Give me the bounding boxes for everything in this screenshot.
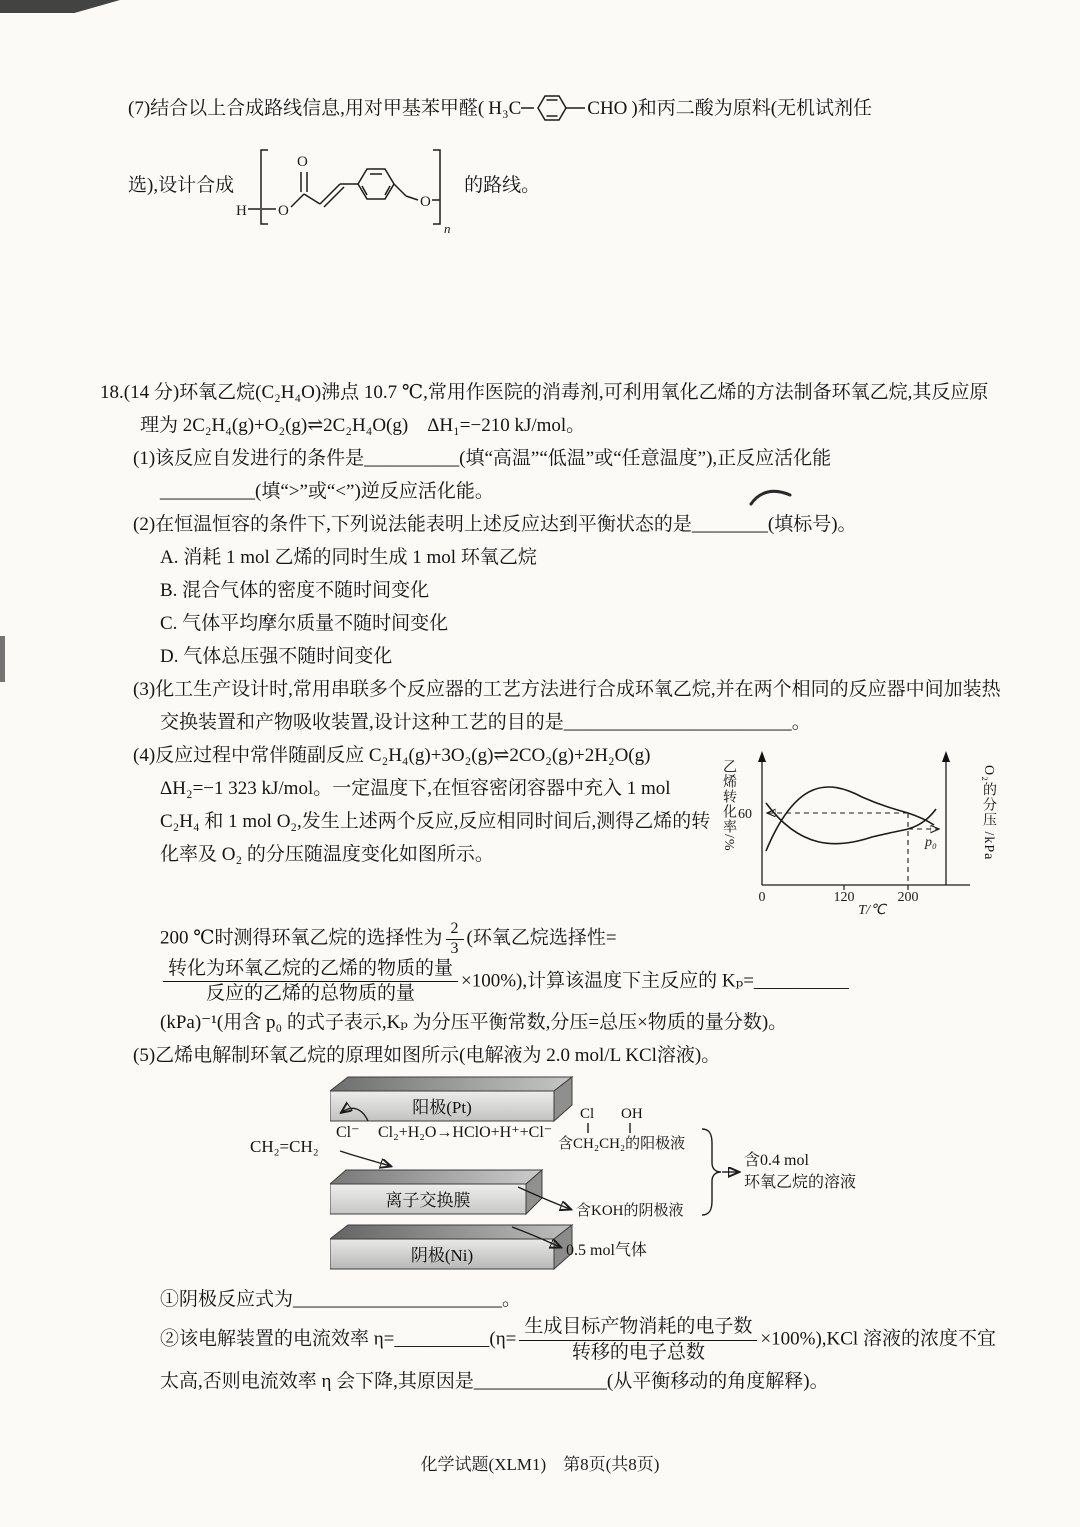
- polymer-h-left: H: [236, 203, 247, 219]
- catholyte-label: 含KOH的阴极液: [576, 1203, 684, 1220]
- polymer-o-right: O: [420, 194, 431, 210]
- gas-amount-label: 0.5 mol气体: [566, 1242, 647, 1260]
- q18-4-kp-unit-line: (kPa)⁻¹(用含 p₀ 的式子表示,Kₚ 为分压平衡常数,分压=总压×物质的量分数)。: [160, 1012, 788, 1034]
- q7-text-a: (7)结合以上合成路线信息,用对甲基苯甲醛(: [128, 97, 485, 119]
- chart-xtick-200: 200: [897, 890, 919, 905]
- q18-5-item1: ①阴极反应式为______________________。: [160, 1289, 522, 1311]
- q18-5-item2: [100, 1316, 1005, 1398]
- conversion-pressure-chart: [712, 743, 1005, 921]
- page-content: [100, 88, 1005, 1398]
- q18-2-option-d: D. 气体总压强不随时间变化: [160, 646, 393, 667]
- q18-4-sel-text-b: (环氧乙烷选择性=: [466, 927, 617, 949]
- product-name-label: 环氧乙烷的溶液: [744, 1174, 857, 1192]
- chart-p0-label: p₀: [925, 835, 937, 850]
- membrane-label: 离子交换膜: [385, 1191, 471, 1211]
- q18-2-option-a: A. 消耗 1 mol 乙烯的同时生成 1 mol 环氧乙烷: [160, 547, 537, 568]
- q7-text-d: 的路线。: [464, 174, 541, 196]
- q18-2-option-b: B. 混合气体的密度不随时间变化: [160, 580, 430, 601]
- question-7: [128, 88, 1005, 236]
- q18-2-option-c: C. 气体平均摩尔质量不随时间变化: [160, 613, 449, 634]
- product-amount-label: 含0.4 mol: [744, 1152, 809, 1170]
- oh-substituent-label: OH: [621, 1106, 643, 1123]
- question-18-intro: [100, 376, 1005, 442]
- fraction-numerator: 生成目标产物消耗的电子数: [519, 1316, 757, 1341]
- q7-text-b: )和丙二酸为原料(无机试剂任: [631, 97, 873, 119]
- chart-xtick-0: 0: [758, 890, 766, 905]
- scan-edge-artifact: [0, 636, 5, 682]
- polymer-o-ester: O: [278, 203, 289, 219]
- q18-5-item2-text-b: ×100%),KCl 溶液的浓度不宜太高,否则电流效率 η 会下降,其原因是______________(从平衡移动的角度解释)。: [160, 1328, 996, 1392]
- cathode-label: 阴极(Ni): [410, 1246, 474, 1266]
- q18-4-selectivity-line: [100, 921, 1005, 958]
- chart-y-left-label: 乙烯转化率/%: [721, 759, 736, 852]
- fraction-denominator: 反应的乙烯的总物质的量: [206, 983, 416, 1005]
- anode-label: 阳极(Pt): [412, 1098, 472, 1118]
- q18-number: 18.: [100, 382, 124, 403]
- polymer-n-subscript: n: [444, 221, 451, 236]
- aldehyde-methyl-label: H₃C: [488, 97, 522, 119]
- chart-xtick-120: 120: [833, 890, 855, 905]
- fraction-denominator: 3: [450, 939, 459, 957]
- benzene-ring-figure: [521, 88, 587, 128]
- fraction-numerator: 转化为环氧乙烷的乙烯的物质的量: [163, 958, 458, 983]
- q18-4-stem: (4)反应过程中常伴随副反应 C₂H₄(g)+3O₂(g)⇌2CO₂(g)+2H₂O(g) ΔH₂=−1 323 kJ/mol。一定温度下,在恒容密闭容器中充入 1 mol C₂H₄ 和 1 mol O₂,发生上述两个反应,反应相同时间后,测得乙烯的转化率及 O₂ 的分压随温度变化如图所示。: [133, 745, 711, 865]
- q18-4-kp-line: [100, 958, 1005, 1007]
- polymer-o-carbonyl: O: [297, 154, 308, 170]
- q18-part3: (3)化工生产设计时,常用串联多个反应器的工艺方法进行合成环氧乙烷,并在两个相同的反应器中间加装热交换装置和产物吸收装置,设计这种工艺的目的是________________________。: [133, 679, 1001, 733]
- chart-y-right-label: O₂的分压 /kPa: [981, 765, 996, 861]
- q18-part2-stem: (2)在恒温恒容的条件下,下列说法能表明上述反应达到平衡状态的是________(填标号)。: [133, 514, 857, 535]
- q18-part1: (1)该反应自发进行的条件是__________(填“高温”“低温”或“任意温度”),正反应活化能__________(填“>”或“<”)逆反应活化能。: [133, 448, 832, 502]
- aldehyde-structure: [488, 88, 627, 128]
- current-efficiency-fraction: [519, 1316, 757, 1365]
- q18-5-item2-text-a: ②该电解装置的电流效率 η=__________(η=: [160, 1328, 517, 1350]
- two-thirds-fraction: [446, 921, 464, 958]
- q18-part4: [100, 739, 1005, 921]
- q7-text-c: 选),设计合成: [128, 174, 235, 196]
- ethylene-label: CH₂=CH₂: [250, 1137, 319, 1157]
- electrolysis-diagram: [250, 1075, 1040, 1280]
- polymer-structure-figure: [234, 134, 464, 236]
- q18-intro-text: (14 分)环氧乙烷(C₂H₄O)沸点 10.7 ℃,常用作医院的消毒剂,可利用氧化乙烯的方法制备环氧乙烷,其反应原理为 2C₂H₄(g)+O₂(g)⇌2C₂H₄O(g) ΔH₁=−210 kJ/mol。: [123, 382, 989, 436]
- chart-x-axis-label: T/℃: [858, 903, 886, 915]
- page-footer: 化学试题(XLM1) 第8页(共8页): [420, 1455, 660, 1474]
- scan-corner-artifact: [0, 0, 120, 13]
- aldehyde-cho-label: CHO: [587, 97, 628, 119]
- chart-plot-area: [732, 743, 984, 915]
- chloride-ion-label: Cl⁻: [336, 1124, 360, 1142]
- q18-4-kp-text: ×100%),计算该温度下主反应的 Kₚ=__________: [461, 970, 849, 992]
- fraction-denominator: 转移的电子总数: [571, 1341, 705, 1363]
- fraction-numerator: 2: [446, 921, 464, 940]
- anolyte-label: 含CH₂CH₂的阳极液: [558, 1136, 686, 1153]
- q18-part5-stem: (5)乙烯电解制环氧乙烷的原理如图所示(电解液为 2.0 mol/L KCl溶液)。: [133, 1045, 721, 1067]
- q7-line-2: [128, 134, 1005, 236]
- chart-tick-60: 60: [738, 807, 752, 822]
- cl-substituent-label: Cl: [580, 1106, 595, 1123]
- q7-line-1: [128, 88, 1005, 128]
- selectivity-definition-fraction: [163, 958, 458, 1007]
- anode-reaction-label: Cl₂+H₂O→HClO+H⁺+Cl⁻: [378, 1124, 553, 1142]
- q18-4-sel-text-a: 200 ℃时测得环氧乙烷的选择性为: [160, 927, 443, 949]
